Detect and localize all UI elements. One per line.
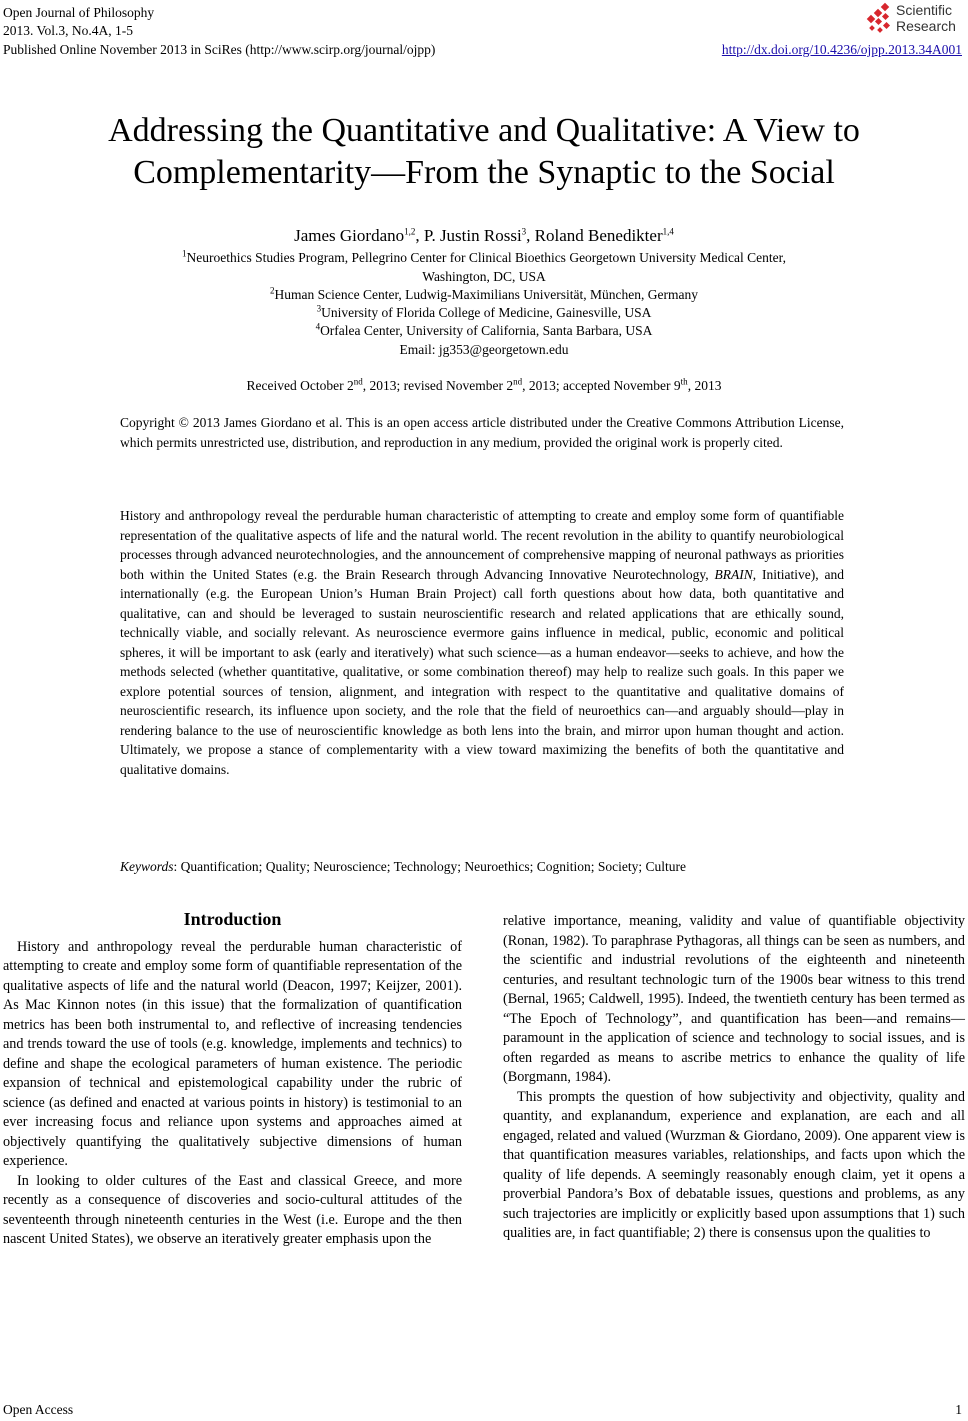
left-column <box>3 910 462 1250</box>
journal-volume: 2013. Vol.3, No.4A, 1-5 <box>3 23 134 38</box>
title-line-2: Complementarity—From the Synaptic to the Social <box>133 154 835 191</box>
intro-paragraph-4: This prompts the question of how subjectivity and objectivity, quality and quantity, and explanandum, experience and explanation, are each and all engaged, related and valued (Wurzman & Giordano, 2009). One apparent view is that quantification measures variables, relationships, and facts upon which the quality of life depends. A seemingly reasonably enough claim, yet it opens a proverbial Pandora’s Box of debatable issues, questions and problems, as any such trajectories are implicitly or explicitly based upon assumptions that 1) such qualities are, in fact quantifiable; 2) there is consensus upon the qualities to <box>503 1088 965 1241</box>
journal-name: Open Journal of Philosophy <box>3 5 155 20</box>
keywords-text: : Quantification; Quality; Neuroscience; Technology; Neuroethics; Cognition; Society; Culture <box>173 859 686 874</box>
affiliation-1 <box>80 249 888 286</box>
intro-paragraph-3: relative importance, meaning, validity and value of quantifiable objectivity (Ronan, 1982). To paraphrase Pythagoras, all things can be seen as numbers, and the scientific and industrial revolutions of the eighteenth and nineteenth centuries, and resultant technologic turn of the 1900s bear witness to this trend (Bernal, 1965; Caldwell, 1995). Indeed, the twentieth century has been termed as “The Epoch of Technology”, and quantification has been—and remains—paramount in the application of science and technology to social issues, and is often regarded as means to ascribe metrics to enhance the quality of life (Borgmann, 1984). <box>503 913 965 1085</box>
affiliation-2-text: Human Science Center, Ludwig-Maximilians Universität, München, Germany <box>274 287 698 302</box>
affiliation-2-sup: 2 <box>270 285 275 296</box>
author-1: James Giordano <box>294 226 405 245</box>
logo-line-2: Research <box>896 18 956 34</box>
abstract-text-2: , Initiative), and internationally (e.g. the European Union’s Human Brain Project) call forth questions about how data, both quantitative and qualitative, can and should be leveraged to sustain neuroscientific research and related applications that are ethically sound, technically viable, and socially relevant. As neuroscience evermore gains influence in medical, public, economic and political spheres, it will be important to ask (early and iteratively) what such science—as a human endeavor—seeks to achieve, and how the methods selected (whether quantitative, qualitative, or some combination thereof) may help to realize such goals. In this paper we explore potential sources of tension, alignment, and integration with respect to the quantitative and qualitative domains of neuroscientific research, its influence upon society, and the role that the field of neuroethics can—and arguably should—play in rendering balance to the use of neuroscientific knowledge as both lens into the brain, and mirror upon human thought and action. Ultimately, we propose a stance of complementarity with a view toward maximizing the benefits of both the quantitative and qualitative domains. <box>120 566 844 777</box>
abstract-brain-italic: BRAIN <box>714 566 753 582</box>
keywords <box>120 857 844 877</box>
published-line: Published Online November 2013 in SciRes (http://www.scirp.org/journal/ojpp) <box>3 42 436 57</box>
doi-link[interactable]: http://dx.doi.org/10.4236/ojpp.2013.34A001 <box>721 42 962 57</box>
author-3-sup: 1,4 <box>662 226 674 237</box>
paper-title <box>40 110 928 194</box>
affiliation-1-line-1: Neuroethics Studies Program, Pellegrino Center for Clinical Bioethics Georgetown University Medical Center, <box>186 250 786 265</box>
logo-line-1: Scientific <box>896 2 953 18</box>
footer-open-access: Open Access <box>3 1402 74 1417</box>
author-2-sup: 3 <box>521 226 527 237</box>
accepted-year: , 2013 <box>687 378 722 393</box>
affiliation-3-sup: 3 <box>316 303 322 314</box>
author-3: , Roland Benedikter <box>526 226 663 245</box>
affiliation-1-line-2: Washington, DC, USA <box>422 268 546 284</box>
affiliation-2 <box>80 286 888 305</box>
accepted-sup: th <box>680 376 688 387</box>
copyright-notice: Copyright © 2013 James Giordano et al. This is an open access article distributed under the Creative Commons Attribution License, which permits unrestricted use, distribution, and reproduction in any medium, provided the original work is properly cited. <box>120 415 844 450</box>
affiliation-4-text: Orfalea Center, University of California, Santa Barbara, USA <box>320 323 653 338</box>
accepted-date: , 2013; accepted November 9 <box>522 378 681 393</box>
intro-paragraph-1: History and anthropology reveal the perdurable human characteristic of attempting to create and employ some form of quantifiable representation of the qualitative aspects of life and the natural world (Deacon, 1997; Keijzer, 2001). As Mac Kinnon notes (in this issue) that the formalization of quantification metrics has been both instrumental to, and reflective of increasing tendencies and trends toward the use of tools (e.g. knowledge, implements and technics) to define and shape the ecological parameters of human existence. The periodic expansion of technical and epistemological capability under the rubric of science (as defined and enacted at various points in history) is testimonial to an ever increasing focus and reliance upon systems and approaches aimed at objectively quantifying the qualitatively subjective dimensions of human experience. <box>3 938 462 1169</box>
page-number: 1 <box>955 1402 962 1417</box>
received-date: Received October 2 <box>246 378 354 393</box>
received-sup: nd <box>353 376 363 387</box>
received-dates <box>80 377 888 396</box>
author-1-sup: 1,2 <box>404 226 416 237</box>
abstract-text-1: History and anthropology reveal the perdurable human characteristic of attempting to create and employ some form of quantifiable representation of the qualitative aspects of life and the natural world. The recent revolution in the ability to quantify neurobiological processes through advanced neurotechnologies, and the announcement of comprehensive mapping of neuronal pathways as priorities both within the United States (e.g. the Brain Research through Advancing Innovative Neurotechnology, <box>120 508 844 582</box>
title-line-1: Addressing the Quantitative and Qualitative: A View to <box>108 112 860 149</box>
affiliation-3 <box>80 304 888 323</box>
authors <box>40 226 928 246</box>
affiliation-1-sup: 1 <box>182 248 187 259</box>
affiliation-4 <box>80 322 888 341</box>
revised-date: , 2013; revised November 2 <box>362 378 514 393</box>
intro-paragraph-2: In looking to older cultures of the East and classical Greece, and more recently as a consequence of discoveries and socio-cultural attitudes of the seventeenth through nineteenth centuries in the West (i.e. Europe and the then nascent United States), we observe an iteratively greater emphasis upon the <box>3 1172 462 1247</box>
keywords-label: Keywords <box>120 859 174 874</box>
right-column <box>503 912 965 1244</box>
author-email: Email: jg353@georgetown.edu <box>399 342 569 357</box>
scirp-logo-icon <box>862 2 894 36</box>
affiliation-3-text: University of Florida College of Medicine, Gainesville, USA <box>321 305 652 320</box>
abstract <box>120 506 844 779</box>
author-2: , P. Justin Rossi <box>415 226 522 245</box>
revised-sup: nd <box>513 376 523 387</box>
scientific-research-logo <box>862 2 962 38</box>
affiliation-4-sup: 4 <box>315 321 321 332</box>
section-heading-introduction: Introduction <box>183 909 282 929</box>
